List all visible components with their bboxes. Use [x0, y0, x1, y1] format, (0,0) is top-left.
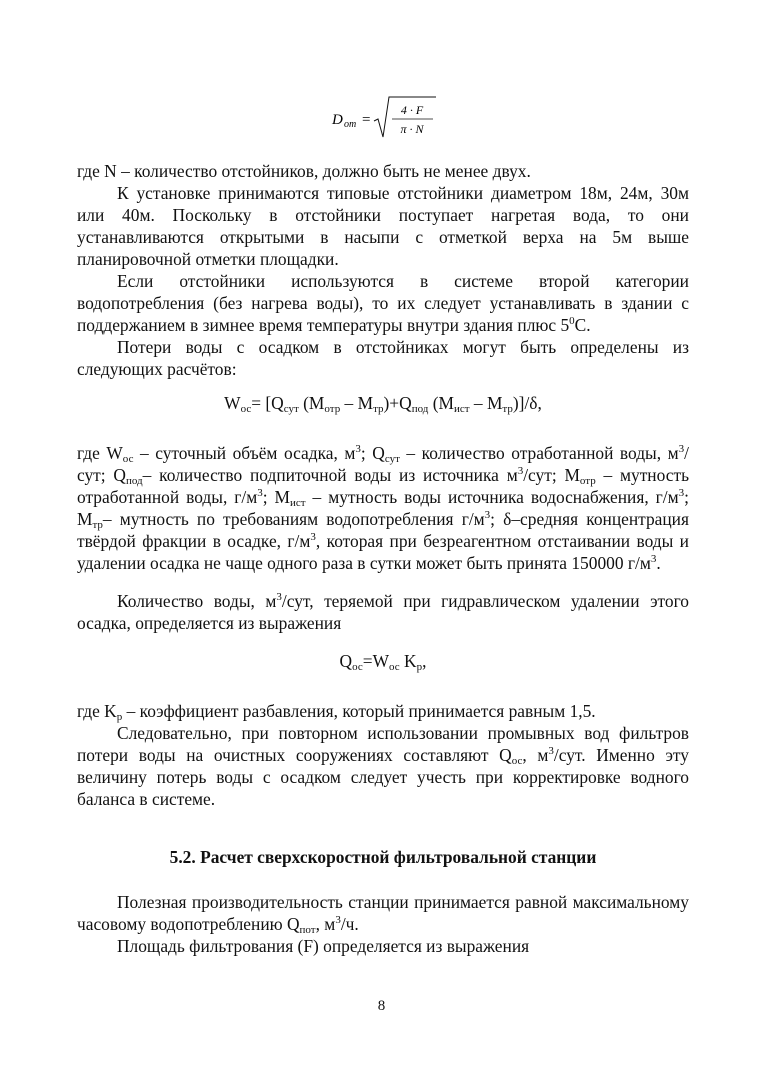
formula-numerator: 4 · F	[400, 103, 424, 117]
paragraph-dilution: где $K_р$ – коэффициент разбавления, который принимается равным 1,5.	[77, 701, 596, 723]
paragraph-n-definition: где N – количество отстойников, должно быть не менее двух.	[77, 161, 531, 181]
paragraph-capacity: Полезная производительность станции принимается равной максимальному часовому водопотреблению $Q_{пот}$, $м^3/ч$.	[77, 892, 689, 936]
formula-lhs: D	[332, 112, 343, 128]
paragraph-settlers: К установке принимаются типовые отстойники диаметром 18м, 24м, 30м или 40м. Поскольку в отстойники поступает нагретая вода, то они устанавливаются открытыми в насыпи с отметкой верха на 5м выше планировочной отметки площадки.	[77, 183, 689, 269]
formula-lhs-sub: от	[344, 119, 357, 130]
formula-eq: =	[362, 112, 371, 128]
section-heading: 5.2. Расчет сверхскоростной фильтровальной станции	[169, 847, 597, 867]
paragraph-filtration-area: Площадь фильтрования (F) определяется из выражения	[117, 936, 530, 956]
equation-losses: $Q_{ос}=W_{ос}$ $K_р$,	[339, 651, 427, 673]
paragraph-second-category: Если отстойники используются в системе второй категории водопотребления (без нагрева воды), то их следует устанавливать в здании с поддержанием в зимнее время температуры внутри здания плюс $5^0С$.	[77, 271, 689, 335]
paragraph-water-quantity: Количество воды, $м^3$/сут, теряемой при гидравлическом удалении этого осадка, определяется из выражения	[77, 591, 689, 633]
page-number: 8	[377, 998, 386, 1014]
paragraph-conclusion: Следовательно, при повторном использовании промывных вод фильтров потери воды на очистных сооружениях составляют $Q_{ос}$, $м^3$/сут. Именно эту величину потерь воды с осадком следует учесть при корректировке водного баланса в системе.	[77, 723, 690, 809]
formula-denominator: π · N	[400, 122, 424, 136]
diameter-formula	[330, 94, 440, 144]
equation-sediment-volume: $W_{ос}= [Q_{сут}$ $(M_{отр} - M_{тр})+Q_{под}$ $(M_{ист} - M_{тр})]/\delta$,	[224, 393, 542, 415]
paragraph-losses: Потери воды с осадком в отстойниках могут быть определены из следующих расчётов:	[77, 337, 689, 379]
paragraph-variables: где $W_{ос}$ – суточный объём осадка, $м^3$; $Q_{сут}$ – количество отработанной воды, $м^3$/сут; $Q_{под}-$ количество подпиточной воды из источника $м^3$/сут; $M_{отр}$ – мутность отработанной воды, $г/м^3$; $M_{ист}$ – мутность воды источника водоснабжения, $г/м^3$; $M_{тр}-$ мутность по требованиям водопотребления $г/м^3$; δ–средняя концентрация твёрдой фракции в осадке, $г/м^3$, которая при безреагентном отстаивании воды и удалении осадка не чаще одного раза в сутки может быть принята 150000 $г/м^3$.	[77, 443, 689, 573]
